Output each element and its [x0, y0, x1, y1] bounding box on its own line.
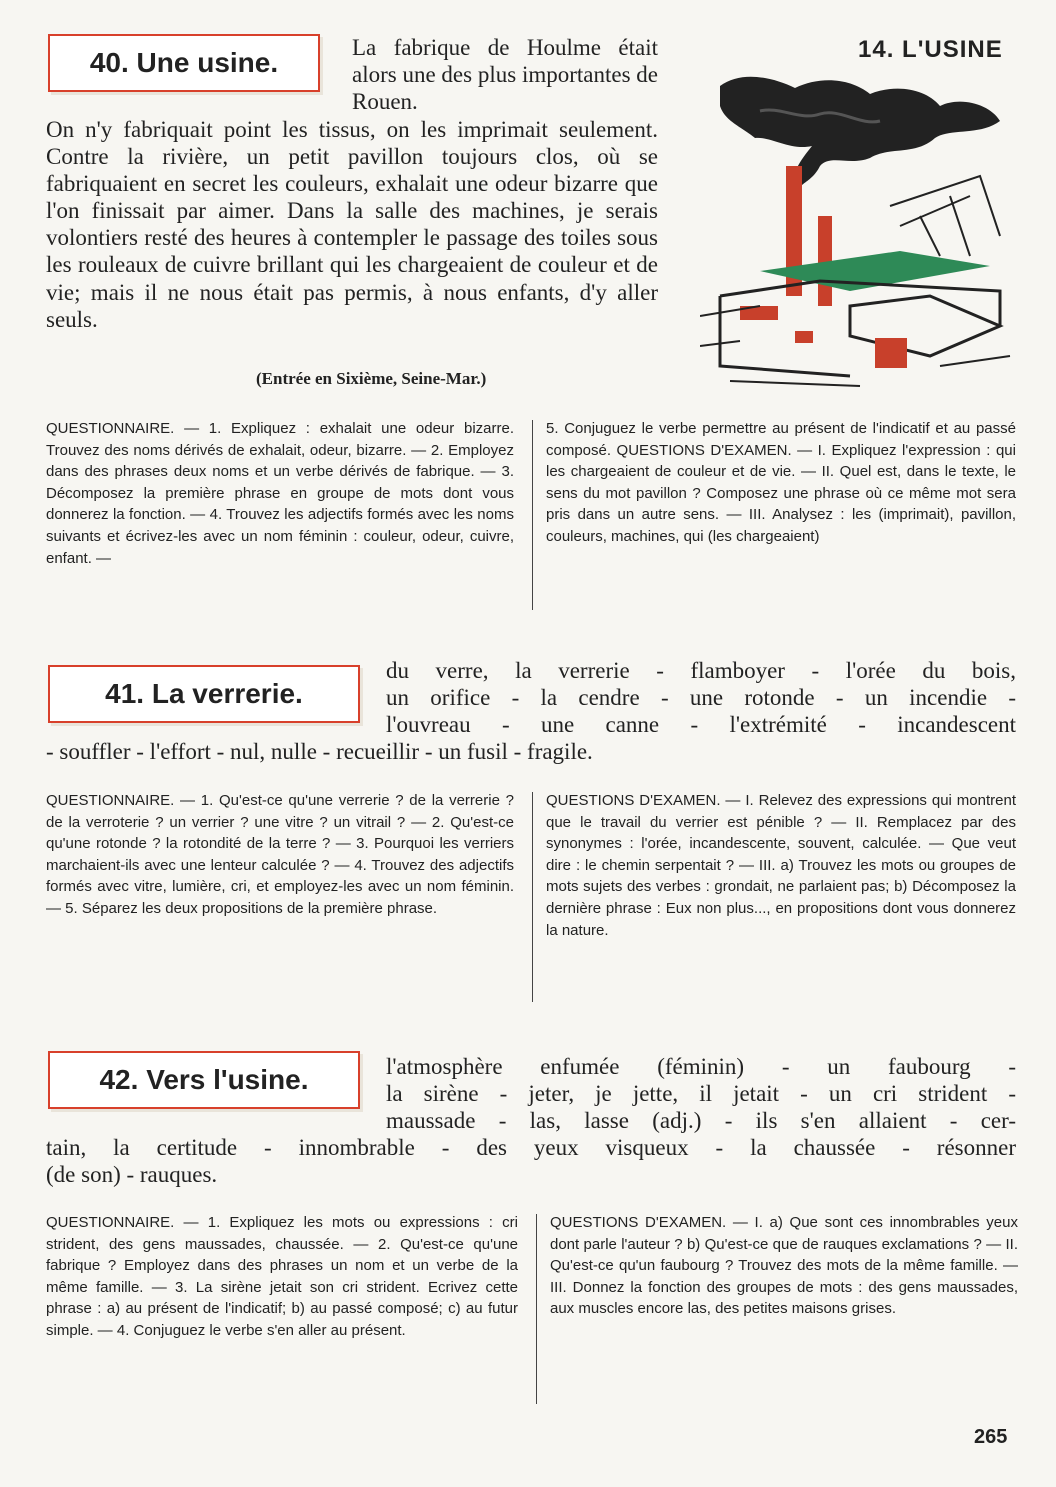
lesson-40-text-body: On n'y fabriquait point les tissus, on les imprimait seulement. Contre la rivière, un petit pavillon toujours clos, où se fabriquaient en secret les couleurs, exhalait une odeur bizarre que l'on finissait par aimer. Dans la salle des machines, je serais volontiers resté des heures à contempler le passage des toiles sous les rouleaux de cuivre brillant qui les chargeaient de couleur et de vie; mais il ne nous était pas permis, à nous enfants, d'y aller seuls.: [46, 117, 658, 332]
lesson-41-words-line4: - souffler - l'effort - nul, nulle - recueillir - un fusil - fragile.: [46, 739, 593, 764]
lesson-41-words-line1: du verre, la verrerie - flamboyer - l'orée du bois,: [386, 658, 1016, 683]
lesson-42-questionnaire: QUESTIONNAIRE. — 1. Expliquez les mots ou expressions : cri strident, des gens maussades, chaussée. — 2. Qu'est-ce qu'une fabrique ? Employez dans des phrases un nom et un verbe de la même famille. — 3. La sirène jetait son cri strident. Ecrivez cette phrase : a) au présent de l'indicatif; b) au passé composé; c) au futur simple. — 4. Conjuguez le verbe s'en aller au présent.: [46, 1214, 518, 1339]
red-window-2: [875, 338, 907, 368]
lesson-41-exam: QUESTIONS D'EXAMEN. — I. Relevez des expressions qui montrent que le travail du verrier est pénible ? — II. Remplacez par des synonymes : l'orée, incandescente, souvent, calculée. — Que veut dire : le chemin serpentait ? — III. a) Trouvez les mots ou groupes de mots sujets des verbes : grondait, ne parlaient pas; b) Décomposez la dernière phrase : Eux non plus..., en propositions dont vous donnerez la nature.: [546, 792, 1016, 939]
red-door: [795, 331, 813, 343]
chimney-right: [818, 216, 832, 306]
lesson-41-title: 41. La verrerie.: [105, 678, 303, 709]
page-number: 265: [974, 1426, 1008, 1448]
chapter-title: 14. L'USINE: [858, 36, 1003, 63]
lesson-42-words-line1: l'atmosphère enfumée (féminin) - un faubourg -: [386, 1054, 1016, 1079]
smoke-cloud: [720, 77, 1000, 206]
lesson-40-exam: 5. Conjuguez le verbe permettre au présent de l'indicatif et au passé composé. QUESTIONS D'EXAMEN. — I. Expliquez l'expression : qui les chargeaient de couleur et de vie. — II. Quel est, dans le texte, le sens du mot pavillon ? Composez une phrase où ce même mot sera pris dans un autre sens. — III. Analysez : les (imprimait), pavillon, couleurs, machines, qui (les chargeaient): [546, 420, 1016, 545]
lesson-40-text-top: La fabrique de Houlme était alors une des plus importantes de Rouen.: [352, 35, 658, 115]
column-divider-42: [536, 1214, 537, 1404]
lesson-42-words-line2: la sirène - jeter, je jette, il jetait - un cri strident -: [386, 1081, 1016, 1106]
lesson-42-words-line3: maussade - las, lasse (adj.) - ils s'en allaient - cer-: [386, 1108, 1016, 1133]
factory-illustration-svg: [700, 66, 1020, 392]
building-outline: [720, 281, 1000, 376]
lesson-40-text-main: [46, 116, 658, 333]
lesson-42-exam: QUESTIONS D'EXAMEN. — I. a) Que sont ces innombrables yeux dont parle l'auteur ? b) Qu'est-ce que de rauques exclamations ? — II. Qu'est-ce qu'un faubourg ? Trouvez des mots de la même famille. — III. Donnez la fonction des groupes de mots : des gens maussades, aux muscles encore las, des petites maisons grises.: [550, 1214, 1018, 1318]
crane-structure: [890, 176, 1000, 256]
column-divider-40: [532, 420, 533, 610]
lesson-42-title: 42. Vers l'usine.: [99, 1064, 309, 1095]
lesson-41-title-box: [48, 665, 360, 723]
factory-illustration: [700, 66, 1020, 392]
lesson-40-questionnaire: QUESTIONNAIRE. — 1. Expliquez : exhalait une odeur bizarre. Trouvez des noms dérivés de exhalait, odeur, bizarre. — 2. Employez dans des phrases deux noms et un verbe dérivés de fabrique. — 3. Décomposez la première phrase en groupe de mots dont vous donnerez la fonction. — 4. Trouvez les adjectifs formés avec les noms suivants et écrivez-les avec un nom féminin : couleur, odeur, cuivre, enfant. —: [46, 420, 514, 567]
lesson-40-title-box: [48, 34, 320, 92]
lesson-40-source: (Entrée en Sixième, Seine-Mar.): [256, 369, 487, 388]
lesson-40-title: 40. Une usine.: [89, 47, 279, 78]
lesson-42-title-box: [48, 1051, 360, 1109]
lesson-41-words-line2: un orifice - la cendre - une rotonde - un incendie -: [386, 685, 1016, 710]
lesson-41-questionnaire: QUESTIONNAIRE. — 1. Qu'est-ce qu'une verrerie ? de la verrerie ? de la verroterie ? un verrier ? une vitre ? un vitrail ? — 2. Qu'est-ce qu'une rotonde ? la rotondité de la terre ? — 3. Pourquoi les verriers marchaient-ils avec une lenteur calculée ? — 4. Trouvez des adjectifs formés avec vitre, lumière, cri, et employez-les avec un nom féminin. — 5. Séparez les deux propositions de la première phrase.: [46, 792, 514, 917]
lesson-42-words-line5: (de son) - rauques.: [46, 1162, 218, 1187]
column-divider-41: [532, 792, 533, 1002]
lesson-42-words-line4: tain, la certitude - innombrable - des yeux visqueux - la chaussée - résonner: [46, 1135, 1016, 1160]
lesson-41-words-line3: l'ouvreau - une canne - l'extrémité - incandescent: [386, 712, 1016, 737]
